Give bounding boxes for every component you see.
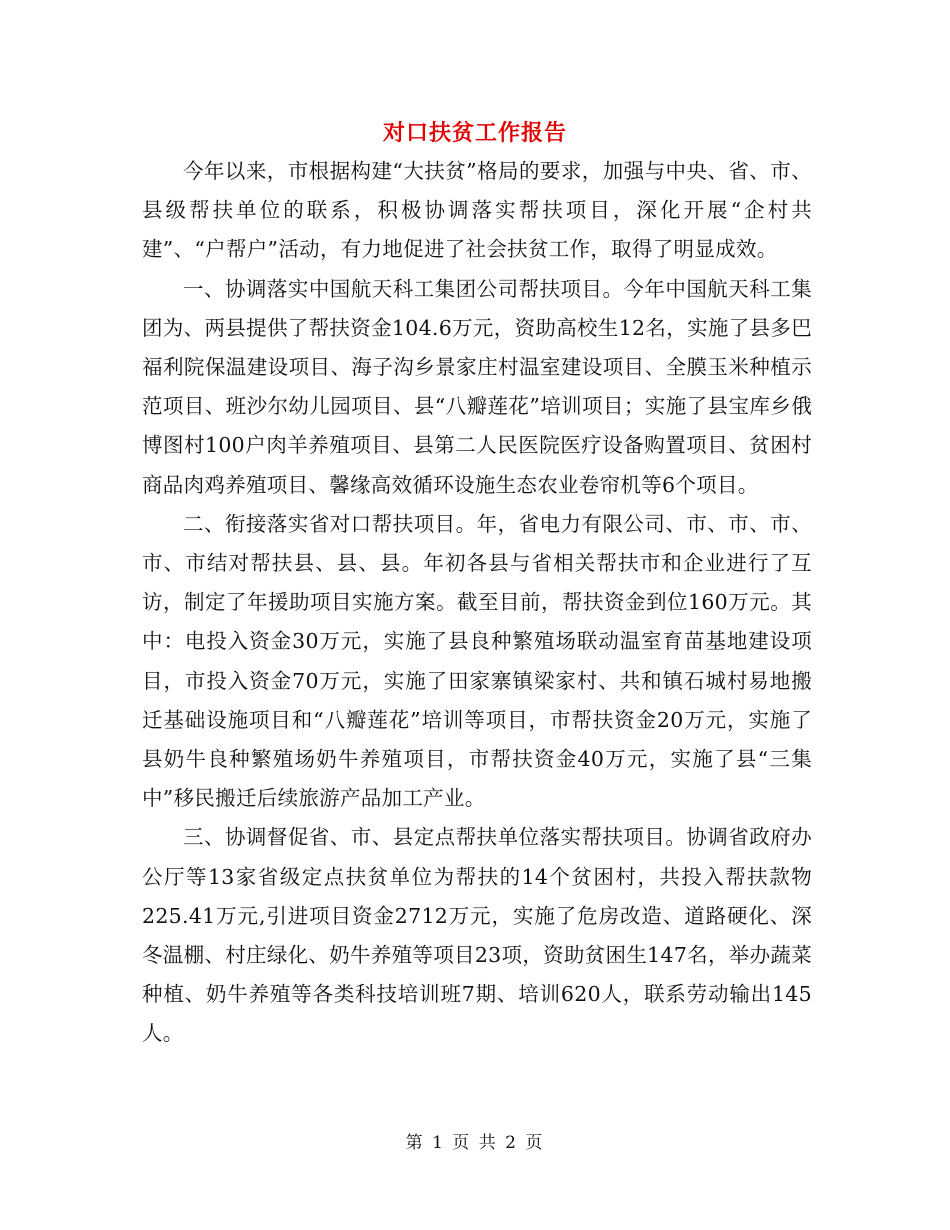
page-footer xyxy=(0,1128,950,1153)
paragraph-intro: 今年以来，市根据构建“大扶贫”格局的要求，加强与中央、省、市、县级帮扶单位的联系，积极协调落实帮扶项目，深化开展“企村共建”、“户帮户”活动，有力地促进了社会扶贫工作，取得了明显成效。 xyxy=(142,159,812,262)
paragraph-section-2: 二、衔接落实省对口帮扶项目。年，省电力有限公司、市、市、市、市、市结对帮扶县、县、县。年初各县与省相关帮扶市和企业进行了互访，制定了年援助项目实施方案。截至目前，帮扶资金到位160万元。其中：电投入资金30万元，实施了县良种繁殖场联动温室育苗基地建设项目，市投入资金70万元，实施了田家寨镇梁家村、共和镇石城村易地搬迁基础设施项目和“八瓣莲花”培训等项目，市帮扶资金20万元，实施了县奶牛良种繁殖场奶牛养殖项目，市帮扶资金40万元，实施了县“三集中”移民搬迁后续旅游产品加工产业。 xyxy=(142,511,812,811)
paragraph-section-3: 三、协调督促省、市、县定点帮扶单位落实帮扶项目。协调省政府办公厅等13家省级定点扶贫单位为帮扶的14个贫困村，共投入帮扶款物225.41万元,引进项目资金2712万元，实施了危房改造、道路硬化、深冬温棚、村庄绿化、奶牛养殖等项目23项，资助贫困生147名，举办蔬菜种植、奶牛养殖等各类科技培训班7期、培训620人，联系劳动输出145人。 xyxy=(142,825,812,1046)
document-title: 对口扶贫工作报告 xyxy=(382,120,567,146)
page-number-label: 第 1 页 共 2 页 xyxy=(405,1133,545,1153)
paragraph-section-1: 一、协调落实中国航天科工集团公司帮扶项目。今年中国航天科工集团为、两县提供了帮扶资金104.6万元，资助高校生12名，实施了县多巴福利院保温建设项目、海子沟乡景家庄村温室建设项目、全膜玉米种植示范项目、班沙尔幼儿园项目、县“八瓣莲花”培训项目；实施了县宝库乡俄博图村100户肉羊养殖项目、县第二人民医院医疗设备购置项目、贫困村商品肉鸡养殖项目、馨缘高效循环设施生态农业卷帘机等6个项目。 xyxy=(142,276,812,497)
document-body xyxy=(142,152,812,1054)
